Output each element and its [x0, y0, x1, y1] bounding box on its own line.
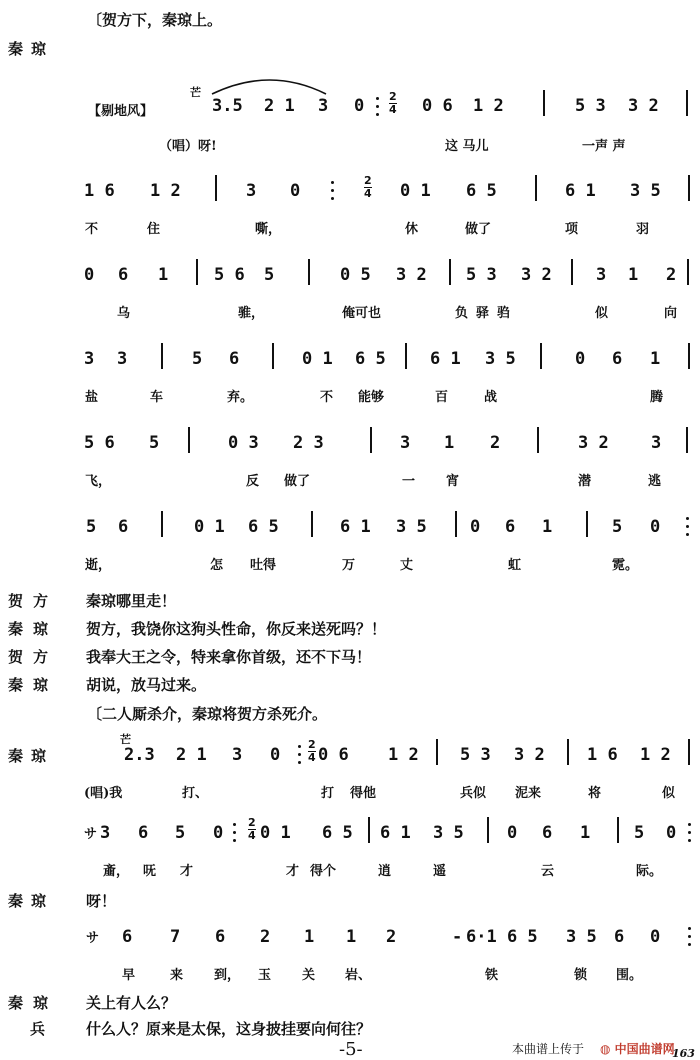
lyric: 围。 [616, 968, 643, 983]
bar-line [370, 427, 372, 453]
bar-line [567, 739, 569, 765]
bar-line [455, 511, 457, 537]
bar-line [540, 343, 542, 369]
dialogue-line: 秦琼哪里走！ [86, 592, 177, 610]
score-note: 5 [86, 517, 97, 537]
lyric: 似 [662, 786, 676, 801]
speaker-label: 秦琼 [8, 676, 59, 694]
bar-line [196, 259, 198, 285]
lyric: 项 [565, 222, 579, 237]
score-note: 2 [490, 433, 501, 453]
stage-direction: 〔二人厮杀介，秦琼将贺方杀死介。 [87, 705, 328, 723]
lyric: 一声 声 [582, 139, 626, 154]
lyric: 齑， [103, 864, 130, 879]
score-note: 3 [400, 433, 411, 453]
sa-mark: サ [84, 827, 98, 842]
dialogue-line: 贺方，我饶你这狗头性命，你反来送死吗？！ [86, 620, 387, 638]
bar-line [686, 90, 688, 116]
score-note: 0 1 [400, 181, 431, 201]
lyric: 遥 [433, 864, 447, 879]
score-note: 5 3 [460, 745, 491, 765]
lyric: 才 [286, 864, 300, 879]
lyric: 腾 [650, 390, 664, 405]
score-note: 6 5 [322, 823, 353, 843]
lyric: 逝， [85, 558, 112, 573]
mang-mark: 芒 [120, 733, 131, 746]
corner-number: 163 [672, 1047, 695, 1060]
score-note: 0 [290, 181, 301, 201]
lyric: （唱）呀! [159, 139, 217, 154]
bar-line [449, 259, 451, 285]
lyric: 羽 [636, 222, 650, 237]
score-note: 1 [580, 823, 591, 843]
score-note: 6 1 [565, 181, 596, 201]
lyric: 泥来 [515, 786, 542, 801]
tune-label: 【剔地风】 [88, 104, 154, 119]
score-note: 3 [596, 265, 607, 285]
bar-line [686, 427, 688, 453]
score-note: 5 [149, 433, 160, 453]
score-note: 6 1 [340, 517, 371, 537]
lyric: 负驿驺 [455, 306, 519, 321]
speaker-label: 贺方 [8, 648, 59, 666]
lyric: 云 [541, 864, 555, 879]
logo-icon: ◍ [600, 1042, 611, 1056]
score-note: 1 [346, 927, 357, 947]
score-note: 0 [507, 823, 518, 843]
score-note: 0 [470, 517, 481, 537]
lyric: 休 [405, 222, 419, 237]
score-note: 5 6 [84, 433, 115, 453]
score-note: 0 [354, 96, 365, 116]
score-note: 3 [84, 349, 95, 369]
score-note: 0 [666, 823, 677, 843]
repeat-dots [688, 818, 692, 847]
repeat-dots [688, 922, 692, 951]
lyric: 虹 [508, 558, 522, 573]
lyric: 霓。 [612, 558, 639, 573]
score-note: 3 [100, 823, 111, 843]
score-note: 0 [575, 349, 586, 369]
lyric: 得他 [350, 786, 377, 801]
score-note: 6 [614, 927, 625, 947]
speaker-label: 贺方 [8, 592, 59, 610]
speaker-label: 兵 [30, 1020, 46, 1038]
bar-line [688, 343, 690, 369]
lyric: 弃。 [227, 390, 254, 405]
score-note: 6 [138, 823, 149, 843]
lyric: 乌 [117, 306, 131, 321]
time-signature: 2 4 [364, 174, 372, 200]
score-note: 1 [628, 265, 639, 285]
score-note: 0 [84, 265, 95, 285]
score-note: 1 2 [473, 96, 504, 116]
lyric: 打 [321, 786, 335, 801]
repeat-dots [233, 818, 237, 847]
bar-line [308, 259, 310, 285]
speaker-label: 秦琼 [8, 40, 55, 58]
score-note: 3.5 [212, 96, 243, 116]
lyric: 逍 [378, 864, 392, 879]
score-note: 0 1 [302, 349, 333, 369]
watermark-text: 本曲谱上传于 [512, 1042, 585, 1056]
lyric: 向 [664, 306, 678, 321]
repeat-dots [298, 740, 302, 769]
bar-line [617, 817, 619, 843]
bar-line [535, 175, 537, 201]
score-note: 6 1 [430, 349, 461, 369]
score-note: 6 5 [466, 181, 497, 201]
score-note: 5 3 [466, 265, 497, 285]
score-note: 7 [170, 927, 181, 947]
lyric: 锁 [574, 968, 588, 983]
lyric: 这 马儿 [445, 139, 489, 154]
time-signature: 2 4 [389, 90, 397, 116]
score-note: 2.3 [124, 745, 155, 765]
score-note: 3 5 [630, 181, 661, 201]
score-note: 5 [192, 349, 203, 369]
score-note: 0 1 [260, 823, 291, 843]
bar-line [215, 175, 217, 201]
score-note: 0 [213, 823, 224, 843]
lyric: 似 [595, 306, 609, 321]
score-note: 3 [117, 349, 128, 369]
score-note: 3 2 [521, 265, 552, 285]
page-number: -5- [339, 1039, 363, 1060]
lyric: 战 [484, 390, 498, 405]
watermark-logo [600, 1040, 675, 1057]
lyric: 怎 [210, 558, 224, 573]
lyric: 一 [402, 474, 416, 489]
bar-line [188, 427, 190, 453]
score-note: 1 [304, 927, 315, 947]
score-note: 6 [122, 927, 133, 947]
score-note: 5 [612, 517, 623, 537]
score-note: 2 [260, 927, 271, 947]
mang-mark: 芒 [190, 86, 201, 99]
score-note: 6 [229, 349, 240, 369]
bar-line [161, 511, 163, 537]
speaker-label: 秦琼 [8, 892, 55, 910]
lyric: 做了 [284, 474, 311, 489]
score-note: 3 5 [433, 823, 464, 843]
stage-direction: 〔贺方下，秦琼上。 [87, 11, 223, 29]
lyric: 俺可也 [342, 306, 382, 321]
lyric: 才 [180, 864, 194, 879]
speaker-label: 秦琼 [8, 994, 59, 1012]
bar-line [586, 511, 588, 537]
lyric: 将 [588, 786, 602, 801]
lyric: 反 [246, 474, 260, 489]
repeat-dots [331, 176, 335, 205]
score-note: 2 1 [264, 96, 295, 116]
lyric: 铁 [485, 968, 499, 983]
score-note: 0 5 [340, 265, 371, 285]
bar-line [688, 175, 690, 201]
score-note: 2 [386, 927, 397, 947]
lyric: 飞， [85, 474, 112, 489]
lyric: 关 [302, 968, 316, 983]
score-note: 0 [650, 927, 661, 947]
dialogue-line: 关上有人么？ [86, 994, 177, 1012]
lyric: 能够 [358, 390, 385, 405]
lyric: 做了 [465, 222, 492, 237]
score-note: 1 [158, 265, 169, 285]
score-note: 3 [318, 96, 329, 116]
bar-line [368, 817, 370, 843]
bar-line [272, 343, 274, 369]
lyric: 来 [170, 968, 184, 983]
lyric: 到， [214, 968, 241, 983]
bar-line [311, 511, 313, 537]
watermark-site: 中国曲谱网 [614, 1042, 675, 1056]
score-note: 6 [542, 823, 553, 843]
lyric: 岩、 [345, 968, 372, 983]
lyric: 万 [342, 558, 356, 573]
repeat-dots [376, 92, 380, 121]
lyric: 不 [320, 390, 334, 405]
score-note: 2 [666, 265, 677, 285]
score-note: 0 [270, 745, 281, 765]
lyric: 住 [147, 222, 161, 237]
score-note: 0 1 [194, 517, 225, 537]
bar-line [537, 427, 539, 453]
lyric: 打、 [182, 786, 209, 801]
dialogue-line: 什么人？原来是太保，这身披挂要向何往？ [86, 1020, 372, 1038]
lyric: 兵似 [460, 786, 487, 801]
score-note: 1 [650, 349, 661, 369]
lyric: 逃 [648, 474, 662, 489]
lyric: 际。 [636, 864, 663, 879]
score-note: 3 5 [396, 517, 427, 537]
score-note: 5 3 [575, 96, 606, 116]
bar-line [161, 343, 163, 369]
score-note: 2 3 [293, 433, 324, 453]
score-note: 2 1 [176, 745, 207, 765]
score-note: 3 2 [628, 96, 659, 116]
time-signature: 2 4 [248, 816, 256, 842]
score-note: 6·1 6 5 [466, 927, 538, 947]
score-note: 3 5 [566, 927, 597, 947]
speaker-label: 秦琼 [8, 747, 55, 765]
bar-line [688, 739, 690, 765]
score-note: 3 2 [514, 745, 545, 765]
sa-mark: サ [86, 931, 100, 946]
score-note: 1 2 [388, 745, 419, 765]
speaker-label: 秦琼 [8, 620, 59, 638]
score-note: 3 [651, 433, 662, 453]
score-note: 6 [505, 517, 516, 537]
score-note: 1 2 [640, 745, 671, 765]
score-note: 5 6 [214, 265, 245, 285]
lyric: 不 [85, 222, 99, 237]
score-note: 5 [264, 265, 275, 285]
score-note: 0 3 [228, 433, 259, 453]
score-note: 6 [118, 265, 129, 285]
lyric: 骓， [238, 306, 265, 321]
score-note: 0 [650, 517, 661, 537]
bar-line [687, 259, 689, 285]
score-note: 6 [612, 349, 623, 369]
lyric: 百 [435, 390, 449, 405]
score-note: 6 5 [355, 349, 386, 369]
score-note: 1 [444, 433, 455, 453]
lyric: 吐得 [250, 558, 277, 573]
repeat-dots [686, 512, 690, 541]
lyric: 宵 [446, 474, 460, 489]
lyric: 玉 [258, 968, 272, 983]
score-note: 1 6 [587, 745, 618, 765]
bar-line [436, 739, 438, 765]
score-note: 3 2 [578, 433, 609, 453]
score-note: 6 [215, 927, 226, 947]
bar-line [405, 343, 407, 369]
bar-line [487, 817, 489, 843]
lyric: 呒 [143, 864, 157, 879]
lyric: (唱)我 [84, 786, 123, 801]
dialogue-line: 胡说，放马过来。 [86, 676, 207, 694]
lyric: 早 [122, 968, 136, 983]
lyric: 潜 [578, 474, 592, 489]
score-note: 5 [175, 823, 186, 843]
score-note: 3 2 [396, 265, 427, 285]
dialogue-line: 呀！ [86, 892, 117, 910]
score-note: 5 [634, 823, 645, 843]
score-note: - [452, 927, 463, 947]
score-note: 3 [246, 181, 257, 201]
bar-line [543, 90, 545, 116]
score-note: 1 6 [84, 181, 115, 201]
score-note: 6 [118, 517, 129, 537]
time-signature: 2 4 [308, 738, 316, 764]
lyric: 车 [150, 390, 164, 405]
bar-line [571, 259, 573, 285]
score-note: 3 [232, 745, 243, 765]
lyric: 嘶， [255, 222, 282, 237]
score-note: 6 5 [248, 517, 279, 537]
lyric: 丈 [400, 558, 414, 573]
score-note: 1 2 [150, 181, 181, 201]
score-note: 3 5 [485, 349, 516, 369]
lyric: 得个 [310, 864, 337, 879]
score-note: 6 1 [380, 823, 411, 843]
dialogue-line: 我奉大王之令，特来拿你首级，还不下马！ [86, 648, 372, 666]
score-note: 0 6 [422, 96, 453, 116]
lyric: 盐 [85, 390, 99, 405]
score-note: 1 [542, 517, 553, 537]
score-note: 0 6 [318, 745, 349, 765]
